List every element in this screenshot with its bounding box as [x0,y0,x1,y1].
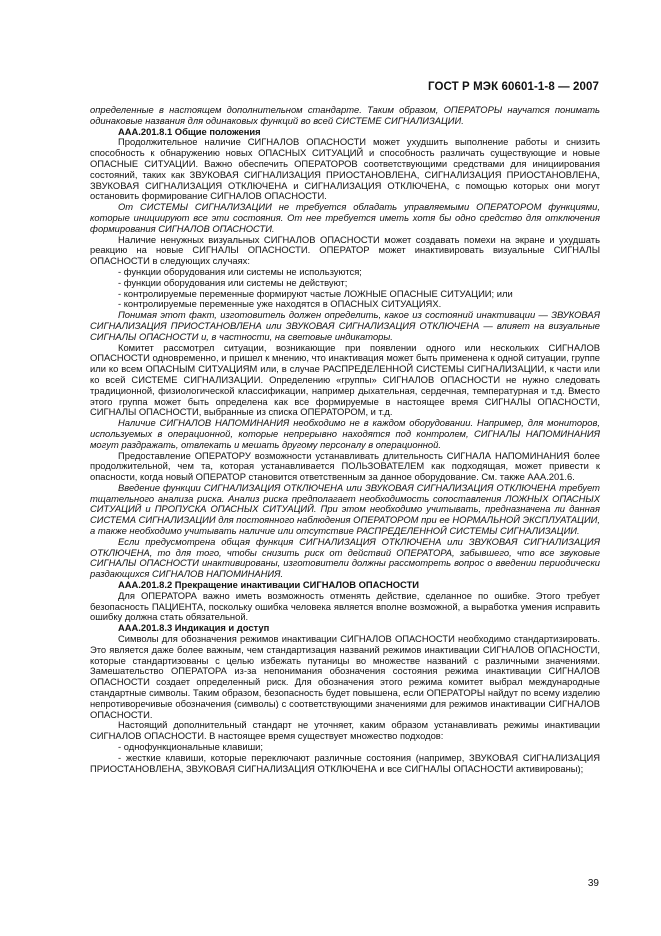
paragraph: - контролируемые переменные уже находятся в ОПАСНЫХ СИТУАЦИЯХ. [118,298,442,310]
paragraph: Для ОПЕРАТОРА важно иметь возможность отменять действие, сделанное по ошибке. Этого требует безопасность ПАЦИЕНТА, поскольку ошибка человека является вполне возможной, а выработка умения исправить ошибку должна стать обязательной. [90,589,600,623]
paragraph: Продолжительное наличие СИГНАЛОВ ОПАСНОСТИ может ухудшить выполнение работы и снизить способность к обнаружению новых ОПАСНЫХ СИТУАЦИЙ и способность различать существующие и новые ОПАСНЫЕ СИТУАЦИИ. Важно обеспечить ОПЕРАТОРОВ соответствующими средствами для инициирования состояний, таких как ЗВУКОВАЯ СИГНАЛИЗАЦИЯ ПРИОСТАНОВЛЕНА, СИГНАЛИЗАЦИЯ ПРИОСТАНОВЛЕНА, ЗВУКОВАЯ СИГНАЛИЗАЦИЯ ОТКЛЮЧЕНА и СИГНАЛИЗАЦИЯ ОТКЛЮЧЕНА, с помощью которых они могут остановить формирование СИГНАЛОВ ОПАСНОСТИ. [90,136,600,202]
paragraph: Настоящий дополнительный стандарт не уточняет, каким образом устанавливать режимы инактивации СИГНАЛОВ ОПАСНОСТИ. В настоящее время существует множество подходов: [90,719,600,742]
paragraph: Если предусмотрена общая функция СИГНАЛИЗАЦИЯ ОТКЛЮЧЕНА или ЗВУКОВАЯ СИГНАЛИЗАЦИЯ ОТКЛЮЧЕНА, то для того, чтобы снизить риск от действий ОПЕРАТОРА, забывшего, что все звуковые СИГНАЛЫ ОПАСНОСТИ инактивированы, изготовители должны рассмотреть вопрос о введении периодически раздающихся СИГНАЛОВ НАПОМИНАНИЯ. [90,535,600,580]
paragraph: - жесткие клавиши, которые переключают различные состояния (например, ЗВУКОВАЯ СИГНАЛИЗАЦИЯ ПРИОСТАНОВЛЕНА, ЗВУКОВАЯ СИГНАЛИЗАЦИЯ ОТКЛЮЧЕНА и все СИГНАЛЫ ОПАСНОСТИ активированы); [90,751,600,774]
paragraph: определенные в настоящем дополнительном стандарте. Таким образом, ОПЕРАТОРЫ научатся понимать одинаковые названия для одинаковых функций во всей СИСТЕМЕ СИГНАЛИЗАЦИИ. [90,104,600,126]
paragraph: От СИСТЕМЫ СИГНАЛИЗАЦИИ не требуется обладать управляемыми ОПЕРАТОРОМ функциями, которые инициируют все эти состояния. От нее требуется иметь хотя бы одно средство для отключения формирования СИГНАЛОВ ОПАСНОСТИ. [90,201,600,234]
paragraph: - функции оборудования или системы не используются; [118,265,362,277]
paragraph: Понимая этот факт, изготовитель должен определить, какое из состояний инактивации — ЗВУКОВАЯ СИГНАЛИЗАЦИЯ ПРИОСТАНОВЛЕНА или ЗВУКОВАЯ СИГНАЛИЗАЦИЯ ОТКЛЮЧЕНА — влияет на визуальные СИГНАЛЫ ОПАСНОСТИ и, в частности, на световые индикаторы. [90,309,600,342]
paragraph: Символы для обозначения режимов инактивации СИГНАЛОВ ОПАСНОСТИ необходимо стандартизировать. Это является даже более важным, чем стандартизация названий режимов инактивации СИГНАЛОВ ОПАСНОСТИ, которые стандартизованы с целью избежать путаницы во множестве названий с различными значениями. Замешательство ОПЕРАТОРА из-за непонимания обозначения состояния режима инактивации СИГНАЛОВ ОПАСНОСТИ создает определенный риск. Для обозначения этого режима комитет выбрал международные стандартные символы. Таким образом, безопасность будет повышена, если ОПЕРАТОРЫ найдут по всему изделию непротиворечивые обозначения (символы) с соответствующими значениями для режимов инактивации СИГНАЛОВ ОПАСНОСТИ. [90,633,600,720]
paragraph: - однофункциональные клавиши; [118,741,263,753]
paragraph: - контролируемые переменные формируют частые ЛОЖНЫЕ ОПАСНЫЕ СИТУАЦИИ; или [118,287,513,299]
paragraph: Введение функции СИГНАЛИЗАЦИЯ ОТКЛЮЧЕНА или ЗВУКОВАЯ СИГНАЛИЗАЦИЯ ОТКЛЮЧЕНА требует тщательного анализа риска. Анализ риска предполагает необходимость сопоставления ЛОЖНЫХ ОПАСНЫХ СИТУАЦИЙ и ПРОПУСКА ОПАСНЫХ СИТУАЦИЙ. При этом необходимо учитывать, предназначена ли данная СИСТЕМА СИГНАЛИЗАЦИИ для постоянного наблюдения ОПЕРАТОРОМ при ее НОРМАЛЬНОЙ ЭКСПЛУАТАЦИИ, а также необходимо учитывать наличие или отсутствие РАСПРЕДЕЛЕННОЙ СИСТЕМЫ СИГНАЛИЗАЦИИ. [90,481,600,537]
paragraph: Наличие ненужных визуальных СИГНАЛОВ ОПАСНОСТИ может создавать помехи на экране и ухудшать реакцию на новые СИГНАЛЫ ОПАСНОСТИ. ОПЕРАТОР может инактивировать визуальные СИГНАЛЫ ОПАСНОСТИ в следующих случаях: [90,233,600,267]
paragraph: Комитет рассмотрел ситуации, возникающие при появлении одного или нескольких СИГНАЛОВ ОПАСНОСТИ одновременно, и пришел к мнению, что инактивация может быть применена к одной ситуации, группе или ко всем ОПАСНЫМ СИТУАЦИЯМ или, в случае РАСПРЕДЕЛЕННОЙ СИСТЕМЫ СИГНАЛИЗАЦИИ, к части или ко всей СИСТЕМЕ СИГНАЛИЗАЦИИ. Определению «группы» СИГНАЛОВ ОПАСНОСТИ не нужно следовать традиционной, физиологической классификации, например дыхательная, сердечная, температурная и т.д. Вместо этого группа может быть определена как все формируемые в настоящее время СИГНАЛЫ ОПАСНОСТИ, СИГНАЛЫ ОПАСНОСТИ, выбранные из списка ОПЕРАТОРОМ, и т.д. [90,341,600,418]
page-number: 39 [587,878,599,889]
paragraph: Предоставление ОПЕРАТОРУ возможности устанавливать длительность СИГНАЛА НАПОМИНАНИЯ более продолжительной, чем та, которая устанавливается ПОЛЬЗОВАТЕЛЕМ как подходящая, может привести к опасности, когда новый ОПЕРАТОР становится ответственным за данное оборудование. См. также ААА.201.6. [90,449,600,483]
document-body [90,105,600,774]
section-heading: ААА.201.8.2 Прекращение инактивации СИГНАЛОВ ОПАСНОСТИ [118,579,420,591]
section-heading: ААА.201.8.3 Индикация и доступ [118,622,270,634]
paragraph: Наличие СИГНАЛОВ НАПОМИНАНИЯ необходимо не в каждом оборудовании. Например, для мониторов, используемых в операционной, которые непрерывно находятся под контролем, СИГНАЛЫ НАПОМИНАНИЯ могут раздражать, отвлекать и мешать другому персоналу в операционной. [90,417,600,450]
document-header: ГОСТ Р МЭК 60601-1-8 — 2007 [428,81,599,93]
paragraph: - функции оборудования или системы не действуют; [118,276,348,288]
section-heading: ААА.201.8.1 Общие положения [118,125,261,137]
